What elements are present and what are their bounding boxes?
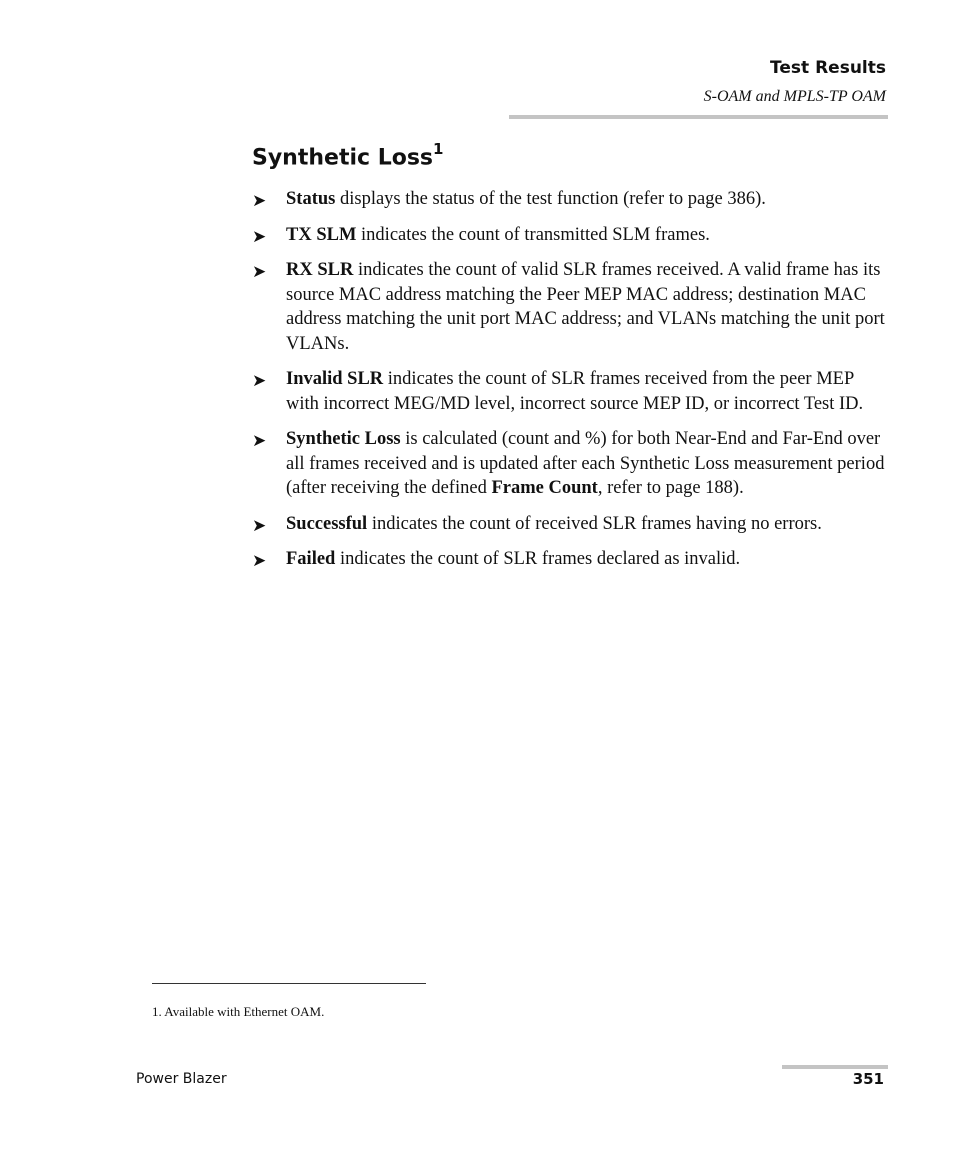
right-arrowhead-icon: ➤: [252, 371, 267, 391]
page-number: 351: [852, 1070, 884, 1088]
list-item-synthetic-loss: [252, 427, 888, 501]
term-tx-slm: TX SLM: [286, 224, 357, 245]
footnote-divider: [152, 983, 426, 984]
right-arrowhead-icon: ➤: [252, 431, 267, 451]
list-item-rx-slr: [252, 258, 888, 356]
footer-divider: [782, 1065, 888, 1069]
footnote-reference: 1: [433, 140, 444, 158]
term-successful: Successful: [286, 513, 368, 534]
bullet-list: [252, 187, 888, 583]
list-item-failed: [252, 547, 888, 572]
term-status: Status: [286, 189, 336, 209]
footer-product-name: Power Blazer: [136, 1071, 227, 1087]
right-arrowhead-icon: ➤: [252, 226, 267, 247]
right-arrowhead-icon: ➤: [252, 551, 267, 571]
list-item-tx-slm: [252, 223, 888, 248]
term-synthetic-loss: Synthetic Loss: [286, 429, 401, 449]
right-arrowhead-icon: ➤: [252, 262, 267, 282]
description-synthetic-loss: is calculated (count and %) for both Near-End and Far-End over all frames received and is updated after each Synthetic Loss measurement period (after receiving the defined: [286, 429, 885, 498]
footnote-text: 1. Available with Ethernet OAM.: [152, 1004, 325, 1019]
term-invalid-slr: Invalid SLR: [286, 369, 384, 389]
list-item-invalid-slr: [252, 367, 888, 416]
description-tx-slm: indicates the count of transmitted SLM frames.: [356, 224, 710, 245]
list-item-successful: [252, 512, 888, 537]
running-header-title: Test Results: [770, 58, 886, 78]
description-failed: indicates the count of SLR frames declared as invalid.: [335, 549, 741, 569]
term-failed: Failed: [286, 549, 336, 569]
description-successful: indicates the count of received SLR frames having no errors.: [367, 513, 822, 534]
right-arrowhead-icon: ➤: [252, 191, 267, 211]
header-divider: [509, 115, 888, 119]
description-invalid-slr: indicates the count of SLR frames received from the peer MEP with incorrect MEG/MD level, incorrect source MEP ID, or incorrect Test ID.: [286, 369, 864, 414]
section-title-text: Synthetic Loss: [252, 145, 434, 171]
running-header-subtitle: S-OAM and MPLS-TP OAM: [703, 88, 886, 105]
term-rx-slr: RX SLR: [286, 260, 354, 280]
right-arrowhead-icon: ➤: [252, 515, 267, 536]
description-rx-slr: indicates the count of valid SLR frames received. A valid frame has its source MAC address matching the Peer MEP MAC address; destination MAC address matching the unit port MAC address; and VLANs matching the unit port VLANs.: [286, 260, 885, 354]
list-item-status: [252, 187, 888, 212]
description-status: displays the status of the test function (refer to page 386).: [335, 189, 766, 209]
description-synthetic-loss-end: , refer to page 188).: [597, 478, 744, 498]
term-frame-count: Frame Count: [491, 478, 598, 498]
section-title: [252, 142, 443, 170]
